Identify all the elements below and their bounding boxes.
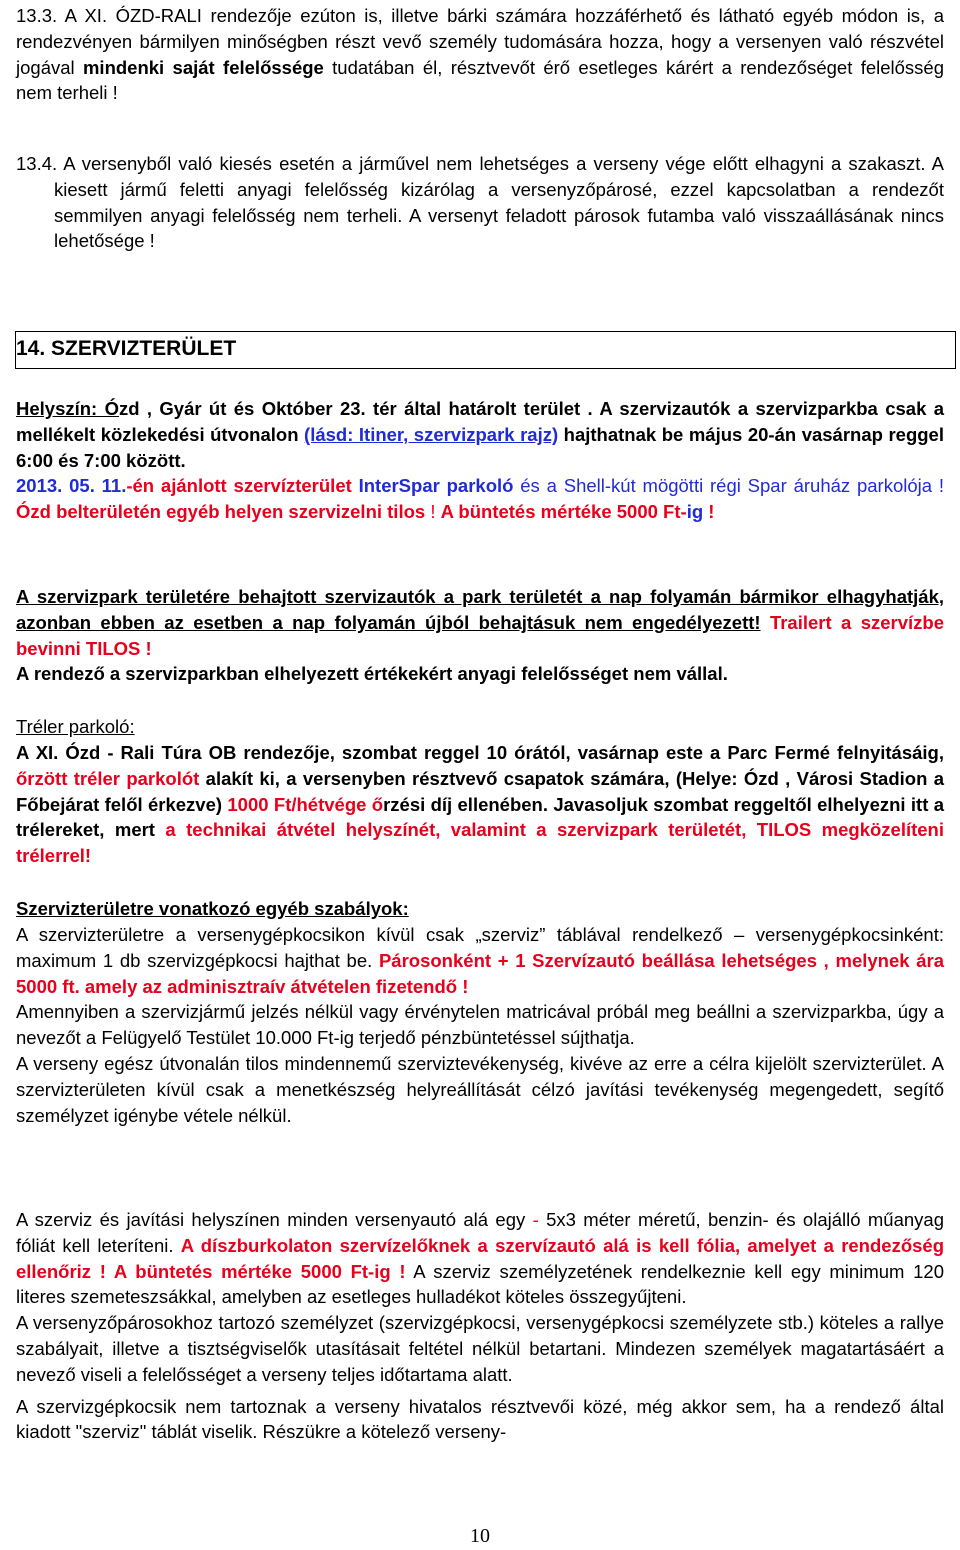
treler-warning: a technikai átvétel helyszínét, valamint a szervizpark területét, TILOS megközelíteni trélerrel!	[16, 819, 945, 867]
folia-red: A díszburkolaton szervízelőknek a szervízautó alá is kell fólia, amelyet a rendezőség ellenőriz ! A büntetés mértéke 5000 Ft-ig !	[16, 1234, 944, 1282]
helyszin-paragraph	[16, 396, 944, 525]
section-14-title: 14. SZERVIZTERÜLET	[16, 337, 237, 360]
folia-dash: -	[532, 1209, 539, 1230]
folia-section	[16, 1207, 944, 1445]
egyeb-p2: Amennyiben a szervizjármű jelzés nélkül vagy érvénytelen matricával próbál meg beállni a szervizparkba, úgy a nevezőt a Felügyelő Testület 10.000 Ft-ig terjedő pénzbüntetéssel sújthatja.	[16, 1001, 944, 1049]
section-13-3-bold: mindenki saját felelőssége	[82, 56, 324, 78]
egyeb-p1-red: Párosonként + 1 Szervízautó beállása lehetséges , melynek ára 5000 ft. amely az adminisztraív átvételen fizetendő !	[16, 949, 944, 997]
folia-d: A szerviz személyzetének rendelkeznie kell egy minimum 120 literes szemeteszsákkal, amelyben az esetleges hulladékot köteles összegyűjteni.	[16, 1260, 944, 1308]
helyszin-time: hajthatnak be május 20-án vasárnap reggel 6:00 és 7:00 között.	[16, 423, 944, 471]
folia-a: A szerviz és javítási helyszínen minden versenyautó alá egy	[16, 1209, 533, 1230]
egyeb-p3: A verseny egész útvonalán tilos mindennemű szerviztevékenység, kivéve az erre a célra kijelölt szervizterület. A szervizterületen kívül csak a menetkészség helyreállítását célzó javítási tevékenység megengedett, segítő személyzet igénybe vétele nélkül.	[16, 1052, 944, 1126]
treler-o: ő	[371, 793, 384, 815]
treler-text-g: rzési díj ellenében. Javasoljuk szombat reggeltől elhelyezni itt a trélereket, mert	[16, 793, 944, 841]
treler-text-a: A XI. Ózd - Rali Túra OB rendezője, szombat reggel 10 órától, vasárnap este a Parc Fermé felnyitásáig,	[16, 742, 944, 763]
helyszin-sep: !	[425, 501, 441, 523]
helyszin-recommended: -én ajánlott szervízterület	[126, 475, 359, 497]
egyeb-heading	[16, 896, 944, 922]
treler-fee: 1000 Ft/hétvége	[227, 793, 367, 815]
helyszin-label: Helyszín: Ó	[16, 398, 119, 419]
treler-paragraph	[16, 740, 944, 869]
treler-guarded: őrzött tréler parkolót	[16, 767, 200, 789]
helyszin-fine-end: !	[703, 501, 715, 523]
section-13-3-text: 13.3. A XI. ÓZD-RALI rendezője ezúton is, illetve bárki számára hozzáférhető és látható egyéb módon is, a rendezvényen bármilyen minőségben részt vevő személy tudomására hozza, hogy a versenyen való részvétel jogával	[16, 5, 944, 78]
helyszin-tilos: Ózd belterületén egyéb helyen szervizelni tilos	[16, 501, 426, 523]
treler-heading-text: Tréler parkoló:	[16, 716, 135, 737]
helyszin-fine-ig: ig	[686, 501, 704, 523]
treler-text-c: alakít ki, a versenyben résztvevő csapatok számára, (Helye: Ózd , Városi Stadion a Főbejárat felől érkezve)	[16, 767, 944, 815]
page-number: 10	[470, 1525, 490, 1547]
szervizpark-liability: A rendező a szervizparkban elhelyezett értékekért anyagi felelősséget nem vállal.	[16, 663, 728, 685]
szervizpark-paragraph	[16, 584, 944, 687]
helyszin-spar: és a Shell-kút mögötti régi Spar áruház parkolója !	[513, 475, 944, 497]
egyeb-p1: A szervizterületre a versenygépkocsikon kívül csak „szerviz” táblával rendelkező – versenygépkocsinként: maximum 1 db szervizgépkocsi hajthat be.	[16, 924, 944, 971]
helyszin-date: 2013. 05. 11.	[16, 475, 127, 497]
helyszin-interspar: InterSpar parkoló	[358, 475, 514, 497]
treler-heading	[16, 714, 944, 740]
folia-b: 5x3 méter méretű, benzin- és olajálló műanyag fóliát kell leteríteni.	[16, 1209, 944, 1256]
helyszin-fine: A büntetés mértéke 5000 Ft-	[440, 501, 687, 523]
itiner-link[interactable]: (lásd: Itiner, szervizpark rajz)	[304, 423, 559, 445]
trailer-tilos: Trailert a szervízbe bevinni TILOS !	[16, 611, 944, 659]
egyeb-heading-text: Szervizterületre vonatkozó egyéb szabályok:	[16, 898, 409, 919]
section-13-3-text-end: tudatában él, résztvevőt érő esetleges kárért a rendezőséget felelősség nem terheli !	[16, 56, 944, 104]
szervizpark-rule: A szervizpark területére behajtott szervizautók a park területét a nap folyamán bármikor elhagyhatják, azonban ebben az esetben a nap folyamán újból behajtásuk nem engedélyezett!	[16, 586, 944, 633]
section-13-4	[16, 151, 944, 254]
folia-p3: A szervizgépkocsik nem tartoznak a verseny hivatalos résztvevői közé, még akkor sem, ha a rendező által kiadott "szerviz" táblát viselik. Részükre a kötelező verseny-	[16, 1395, 944, 1443]
section-13-4-text: 13.4. A versenyből való kiesés esetén a járművel nem lehetséges a verseny vége előtt elhagyni a szakaszt. A kiesett jármű feletti anyagi felelősség kizárólag a versenyzőpárosé, ezzel kapcsolatban a rendezőt semmilyen anyagi felelősség nem terheli. A versenyt feladott párosok futamba való visszaállásának nincs lehetősége !	[16, 153, 944, 252]
egyeb-rules	[16, 922, 944, 1128]
section-13-3	[16, 3, 944, 106]
folia-p2: A versenyzőpárosokhoz tartozó személyzet (szervizgépkocsi, versenygépkocsi személyzete stb.) köteles a rallye szabályait, illetve a tisztségviselők utasításait feltétel nélkül betartani. Mindezen személyek magatartásáért a nevező viseli a felelősséget a verseny teljes időtartama alatt.	[16, 1312, 944, 1385]
helyszin-text: zd , Gyár út és Október 23. tér által határolt terület . A szervizautók a szervizparkba csak a mellékelt közlekedési útvonalon	[16, 398, 945, 445]
section-14-header	[15, 331, 956, 369]
